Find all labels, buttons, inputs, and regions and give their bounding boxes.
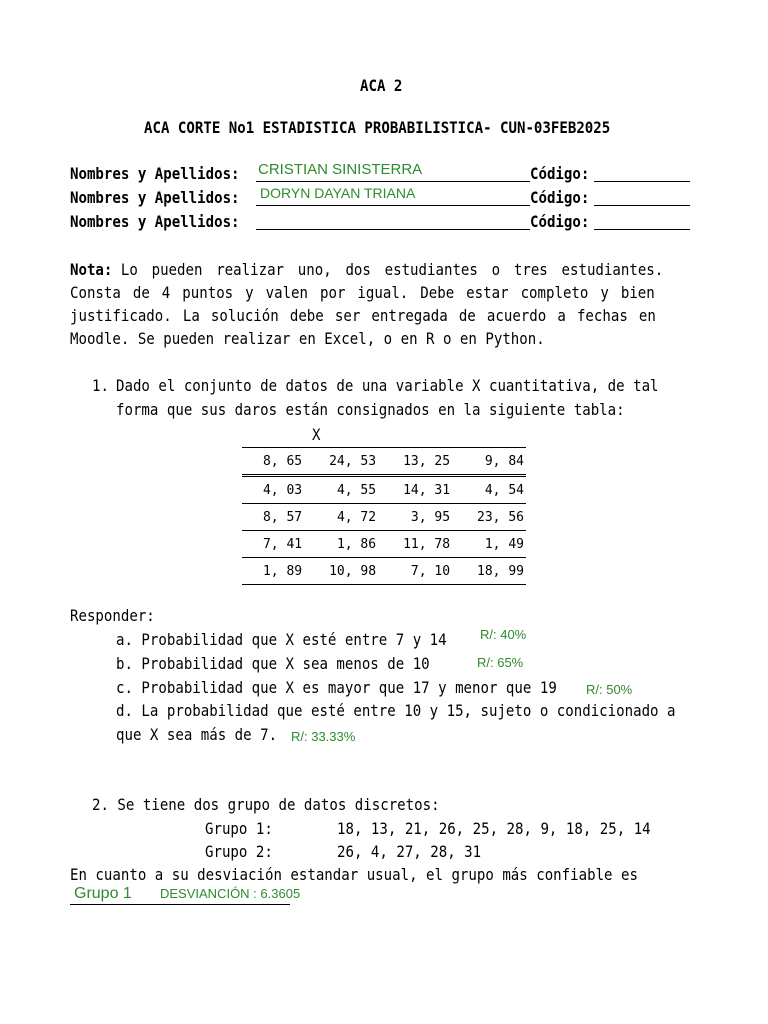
note-line: justificado. La solución debe ser entregada de acuerdo a fechas en [70, 306, 656, 325]
table-cell: 4, 03 [242, 476, 304, 504]
q1-line: Dado el conjunto de datos de una variable X cuantitativa, de tal [116, 376, 659, 395]
code-line [594, 205, 690, 206]
table-cell: 9, 84 [452, 448, 526, 476]
q1-number: 1. [92, 376, 109, 395]
q2-conclusion: En cuanto a su desviación estandar usual, el grupo más confiable es [70, 865, 638, 884]
question-c: c. Probabilidad que X es mayor que 17 y menor que 19 [116, 678, 557, 697]
table-cell: 11, 78 [378, 531, 452, 558]
table-row [242, 531, 526, 558]
note-line: Consta de 4 puntos y valen por igual. Debe estar completo y bien [70, 283, 655, 302]
name-line [256, 229, 530, 230]
name-line [256, 181, 530, 182]
name-label: Nombres y Apellidos: [70, 188, 240, 207]
table-cell: 8, 57 [242, 504, 304, 531]
name-label: Nombres y Apellidos: [70, 212, 240, 231]
answer-b: R/: 65% [477, 655, 524, 670]
q1-line: forma que sus daros están consignados en la siguiente tabla: [116, 400, 625, 419]
table-cell: 4, 54 [452, 476, 526, 504]
question-d: d. La probabilidad que esté entre 10 y 15, sujeto o condicionado a [116, 701, 676, 720]
table-cell: 3, 95 [378, 504, 452, 531]
table-row [242, 448, 526, 476]
code-label: Código: [530, 212, 590, 231]
question-a: a. Probabilidad que X esté entre 7 y 14 [116, 630, 447, 649]
name-line [256, 205, 530, 206]
table-cell: 10, 98 [304, 558, 378, 585]
table-top-rule [242, 447, 526, 448]
table-cell: 1, 89 [242, 558, 304, 585]
answer-d: R/: 33.33% [291, 729, 356, 744]
table-cell: 7, 10 [378, 558, 452, 585]
table-cell: 1, 86 [304, 531, 378, 558]
table-row [242, 504, 526, 531]
table-cell: 18, 99 [452, 558, 526, 585]
responder-label: Responder: [70, 606, 155, 625]
table-cell: 14, 31 [378, 476, 452, 504]
note-line: Lo pueden realizar uno, dos estudiantes o tres estudiantes. [120, 260, 664, 279]
student-name: DORYN DAYAN TRIANA [260, 185, 416, 201]
table-cell: 13, 25 [378, 448, 452, 476]
table-row [242, 558, 526, 585]
group1-label: Grupo 1: [205, 819, 273, 838]
question-d-cont: que X sea más de 7. [116, 725, 278, 744]
group1-values: 18, 13, 21, 26, 25, 28, 9, 18, 25, 14 [337, 819, 651, 838]
answer-a: R/: 40% [480, 627, 527, 642]
table-cell: 4, 55 [304, 476, 378, 504]
q2-line: 2. Se tiene dos grupo de datos discretos: [92, 795, 440, 814]
code-label: Código: [530, 188, 590, 207]
answer-c: R/: 50% [586, 682, 633, 697]
group2-label: Grupo 2: [205, 842, 273, 861]
page-title: ACA 2 [360, 76, 403, 95]
table-cell: 7, 41 [242, 531, 304, 558]
answer-group: Grupo 1 [74, 885, 132, 902]
answer-detail: DESVIANCIÓN : 6.3605 [160, 886, 301, 901]
answer-line [70, 904, 290, 905]
note-line: Moodle. Se pueden realizar en Excel, o en R o en Python. [70, 329, 545, 348]
table-cell: 23, 56 [452, 504, 526, 531]
page-subtitle: ACA CORTE No1 ESTADISTICA PROBABILISTICA- CUN-03FEB2025 [144, 118, 611, 137]
note-label: Nota: [70, 260, 113, 279]
table-row [242, 476, 526, 504]
group2-values: 26, 4, 27, 28, 31 [337, 842, 482, 861]
code-line [594, 229, 690, 230]
table-cell: 1, 49 [452, 531, 526, 558]
table-cell: 8, 65 [242, 448, 304, 476]
code-label: Código: [530, 164, 590, 183]
table-cell: 24, 53 [304, 448, 378, 476]
table-column-header: X [312, 425, 321, 444]
data-table [242, 448, 526, 585]
code-line [594, 181, 690, 182]
student-name: CRISTIAN SINISTERRA [258, 161, 423, 178]
table-cell: 4, 72 [304, 504, 378, 531]
question-b: b. Probabilidad que X sea menos de 10 [116, 654, 430, 673]
name-label: Nombres y Apellidos: [70, 164, 240, 183]
